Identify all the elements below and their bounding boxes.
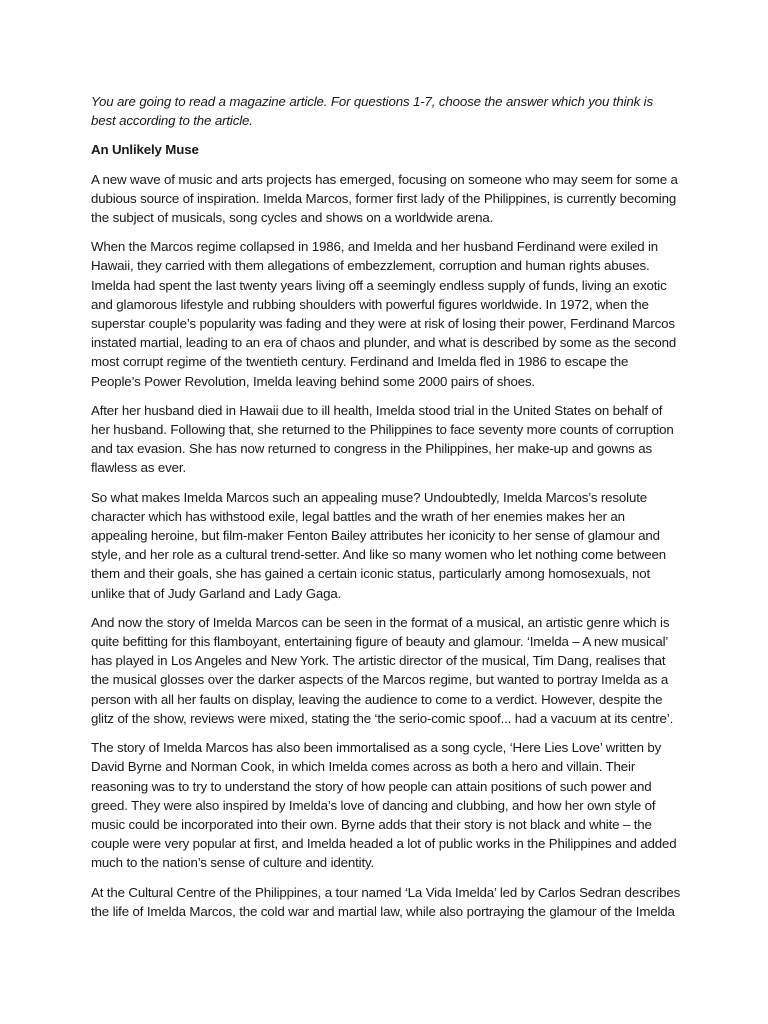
article-title: An Unlikely Muse [91, 142, 199, 158]
article-paragraph: At the Cultural Centre of the Philippines, a tour named ‘La Vida Imelda’ led by Carlos Sedran describes the life of Imelda Marcos, the cold war and martial law, while also portraying the glamour of the Imelda [91, 884, 681, 919]
article-paragraph: When the Marcos regime collapsed in 1986, and Imelda and her husband Ferdinand were exiled in Hawaii, they carried with them allegations of embezzlement, corruption and human rights abuses. Imelda had spent the last twenty years living off a seemingly endless supply of funds, living an exotic and glamorous lifestyle and rubbing shoulders with powerful figures worldwide. In 1972, when the superstar couple’s popularity was fading and they were at risk of losing their power, Ferdinand Marcos instated martial, leading to an era of chaos and plunder, and what is described by some as the second most corrupt regime of the twentieth century. Ferdinand and Imelda fled in 1986 to escape the People’s Power Revolution, Imelda leaving behind some 2000 pairs of shoes. [91, 239, 677, 389]
article-paragraph: The story of Imelda Marcos has also been immortalised as a song cycle, ‘Here Lies Love’ written by David Byrne and Norman Cook, in which Imelda comes across as both a hero and villain. Their reasoning was to try to understand the story of how people can attain positions of such power and greed. They were also inspired by Imelda’s love of dancing and clubbing, and how her own style of music could be incorporated into their own. Byrne adds that their story is not black and white – the couple were very popular at first, and Imelda headed a lot of public works in the Philippines and added much to the nation’s sense of culture and identity. [91, 740, 677, 871]
article-page [91, 92, 681, 931]
article-paragraph: And now the story of Imelda Marcos can be seen in the format of a musical, an artistic genre which is quite befitting for this flamboyant, entertaining figure of beauty and glamour. ‘Imelda – A new musical’ has played in Los Angeles and New York. The artistic director of the musical, Tim Dang, realises that the musical glosses over the darker aspects of the Marcos regime, but wanted to portray Imelda as a person with all her faults on display, leaving the audience to come to a verdict. However, despite the glitz of the show, reviews were mixed, stating the ‘the serio-comic spoof... had a vacuum at its centre’. [91, 614, 674, 726]
article-paragraph: So what makes Imelda Marcos such an appealing muse? Undoubtedly, Imelda Marcos’s resolute character which has withstood exile, legal battles and the wrath of her enemies makes her an appealing heroine, but film-maker Fenton Bailey attributes her iconicity to her sense of glamour and style, and her role as a cultural trend-setter. And like so many women who let nothing come between them and their goals, she has gained a certain iconic status, particularly among homosexuals, not unlike that of Judy Garland and Lady Gaga. [91, 489, 666, 601]
article-paragraph: After her husband died in Hawaii due to ill health, Imelda stood trial in the United States on behalf of her husband. Following that, she returned to the Philippines to face seventy more counts of corruption and tax evasion. She has now returned to congress in the Philippines, her make-up and gowns as flawless as ever. [91, 402, 674, 476]
article-paragraph: A new wave of music and arts projects has emerged, focusing on someone who may seem for some a dubious source of inspiration. Imelda Marcos, former first lady of the Philippines, is currently becoming the subject of musicals, song cycles and shows on a worldwide arena. [91, 171, 678, 226]
instructions-text: You are going to read a magazine article. For questions 1-7, choose the answer which you think is best according to the article. [91, 94, 653, 129]
